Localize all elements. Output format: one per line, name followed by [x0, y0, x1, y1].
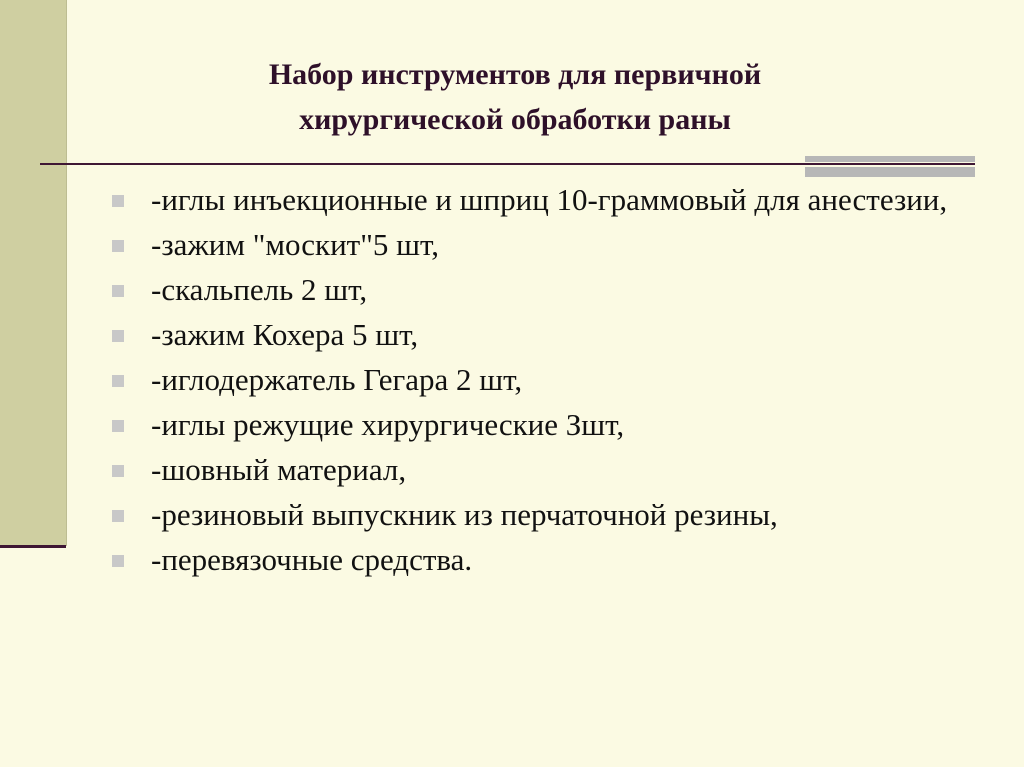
instrument-list	[111, 182, 991, 587]
list-item-text: -шовный материал,	[151, 452, 407, 487]
list-item	[111, 272, 991, 307]
list-item-text: -скальпель 2 шт,	[151, 272, 368, 307]
square-bullet-icon	[112, 555, 124, 567]
list-item-text: -резиновый выпускник из перчаточной резины,	[151, 497, 778, 532]
side-decorative-band	[0, 0, 67, 546]
list-item	[111, 497, 991, 532]
square-bullet-icon	[112, 465, 124, 477]
title-line-1: Набор инструментов для первичной	[268, 58, 762, 91]
square-bullet-icon	[112, 375, 124, 387]
list-item-text: -перевязочные средства.	[151, 542, 473, 577]
title-rule-accent-top	[805, 156, 975, 162]
square-bullet-icon	[112, 420, 124, 432]
list-item	[111, 407, 991, 442]
list-item	[111, 362, 991, 397]
list-item-text: -зажим "москит"5 шт,	[151, 227, 439, 262]
title-line-2: хирургической обработки раны	[299, 103, 731, 136]
square-bullet-icon	[112, 240, 124, 252]
list-item	[111, 317, 991, 352]
list-item	[111, 182, 991, 217]
list-item-text: -зажим Кохера 5 шт,	[151, 317, 419, 352]
square-bullet-icon	[112, 285, 124, 297]
list-item	[111, 452, 991, 487]
square-bullet-icon	[112, 510, 124, 522]
slide-title	[100, 52, 930, 142]
side-accent-rule	[0, 545, 66, 548]
title-divider	[40, 163, 975, 165]
list-item-text: -иглы режущие хирургические Зшт,	[151, 407, 625, 442]
list-item-text: -иглодержатель Гегара 2 шт,	[151, 362, 523, 397]
list-item	[111, 542, 991, 577]
list-item-text: -иглы инъекционные и шприц 10-граммовый для анестезии,	[151, 182, 948, 217]
square-bullet-icon	[112, 195, 124, 207]
square-bullet-icon	[112, 330, 124, 342]
list-item	[111, 227, 991, 262]
title-rule-accent-bottom	[805, 167, 975, 177]
